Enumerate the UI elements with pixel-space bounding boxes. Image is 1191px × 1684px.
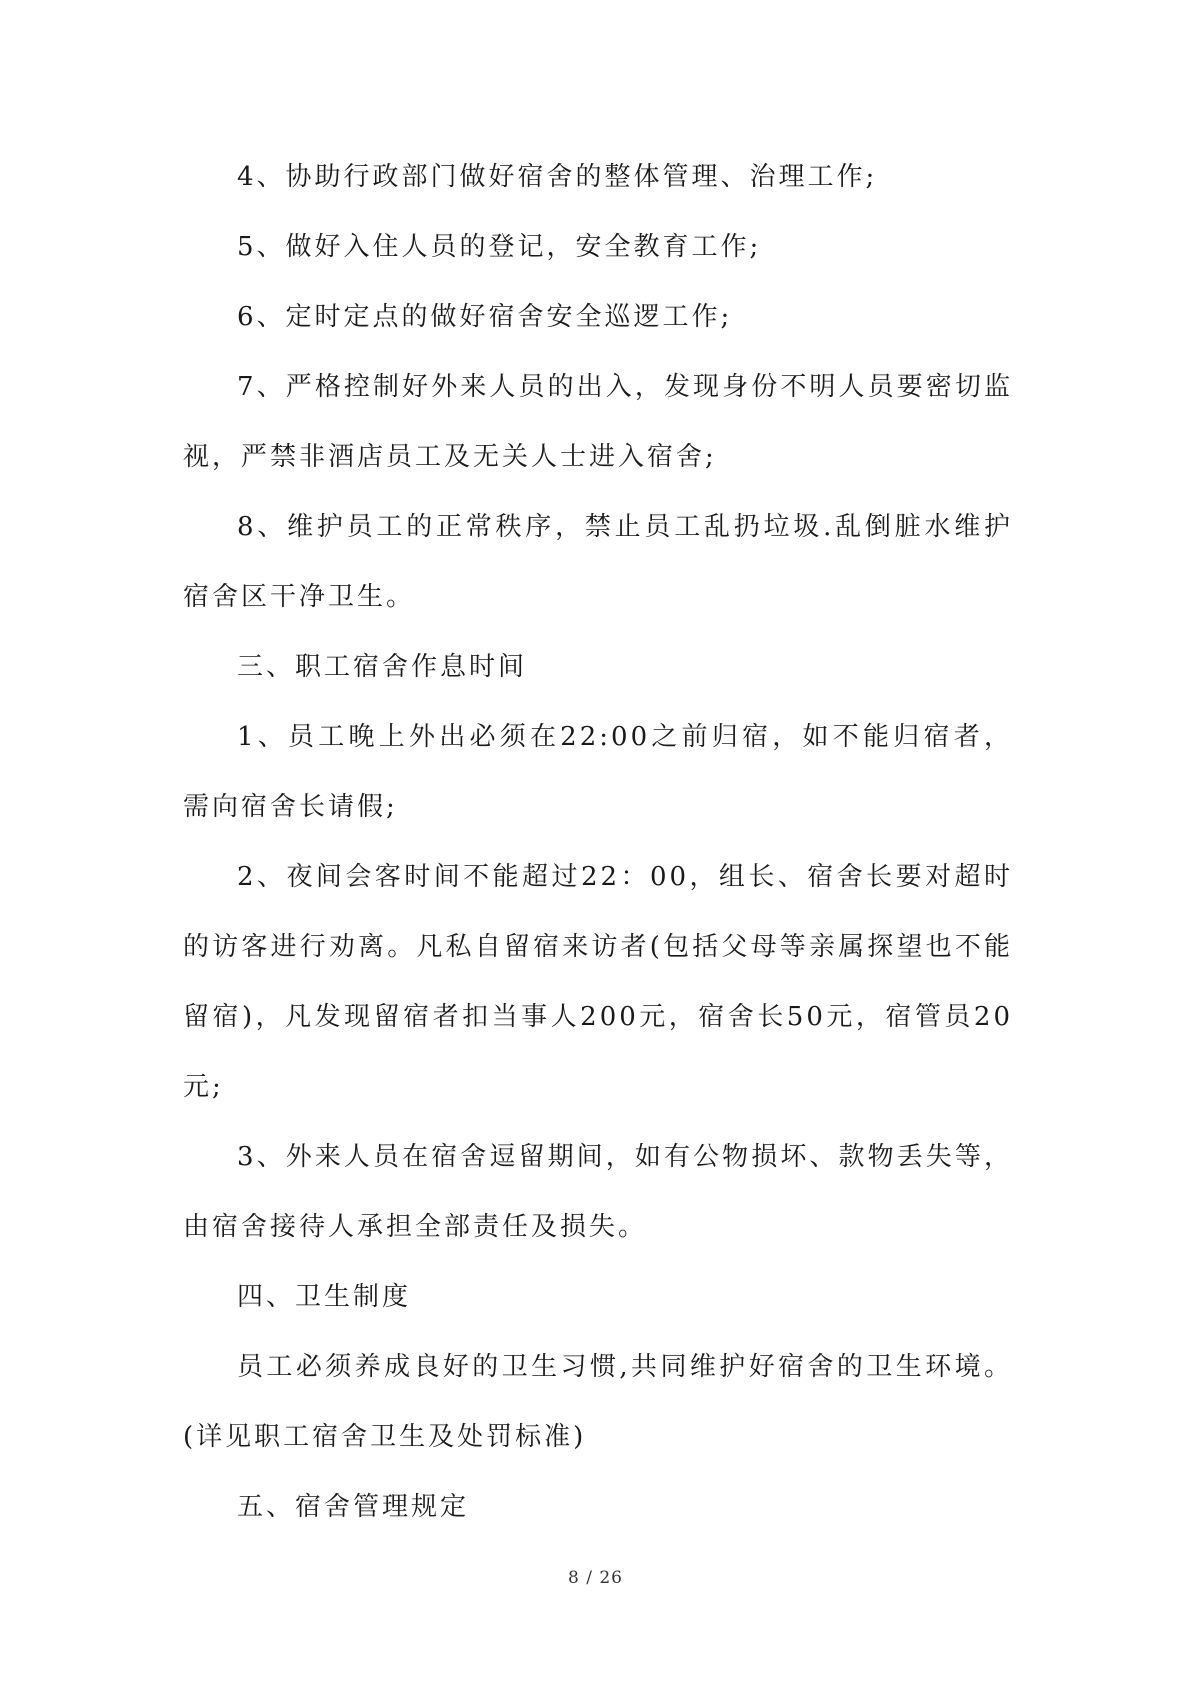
paragraph-schedule-1: 1、员工晚上外出必须在22:00之前归宿，如不能归宿者，需向宿舍长请假; [183, 722, 1013, 822]
section-heading-schedule: 三、职工宿舍作息时间 [237, 652, 528, 682]
paragraph-duty-8: 8、维护员工的正常秩序，禁止员工乱扔垃圾.乱倒脏水维护宿舍区干净卫生。 [183, 512, 1013, 612]
section-heading-rules: 五、宿舍管理规定 [237, 1492, 470, 1522]
paragraph-duty-5: 5、做好入住人员的登记，安全教育工作; [237, 232, 762, 262]
paragraph-schedule-2: 2、夜间会客时间不能超过22：00，组长、宿舍长要对超时的访客进行劝离。凡私自留宿来访者(包括父母等亲属探望也不能留宿)，凡发现留宿者扣当事人200元，宿舍长50元，宿管员20元; [183, 862, 1013, 1102]
paragraph-schedule-3: 3、外来人员在宿舍逗留期间，如有公物损坏、款物丢失等，由宿舍接待人承担全部责任及损失。 [183, 1142, 1013, 1242]
paragraph-duty-4: 4、协助行政部门做好宿舍的整体管理、治理工作; [237, 162, 878, 192]
document-body [183, 142, 1013, 1542]
section-heading-hygiene: 四、卫生制度 [237, 1282, 412, 1312]
paragraph-duty-7: 7、严格控制好外来人员的出入，发现身份不明人员要密切监视，严禁非酒店员工及无关人士进入宿舍; [183, 372, 1013, 472]
paragraph-duty-6: 6、定时定点的做好宿舍安全巡逻工作; [237, 302, 733, 332]
paragraph-hygiene: 员工必须养成良好的卫生习惯,共同维护好宿舍的卫生环境。(详见职工宿舍卫生及处罚标准) [183, 1352, 1013, 1452]
page-number: 8 / 26 [568, 1568, 623, 1588]
